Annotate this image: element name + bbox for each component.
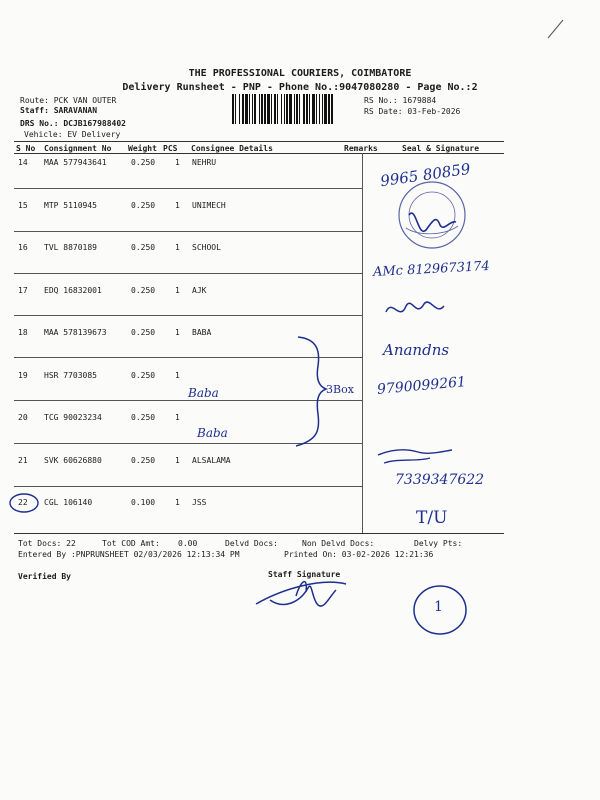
row-weight: 0.250 xyxy=(131,158,156,167)
row-divider xyxy=(14,188,362,189)
barcode-bar xyxy=(322,94,323,124)
barcode-bar xyxy=(271,94,272,124)
barcode-bar xyxy=(252,94,253,124)
row-consignee: NEHRU xyxy=(192,158,217,167)
company-title: THE PROFESSIONAL COURIERS, COIMBATORE xyxy=(188,68,412,79)
row-sno: 18 xyxy=(18,328,28,337)
row-sno: 22 xyxy=(18,498,28,507)
row-pcs: 1 xyxy=(175,286,180,295)
row-consignment: CGL 106140 xyxy=(44,498,93,507)
staff-label: Staff: SARAVANAN xyxy=(20,106,98,115)
barcode-bar xyxy=(245,94,248,124)
handwritten-page-mark: 1 xyxy=(434,599,443,615)
barcode-bar xyxy=(319,94,320,124)
row-sno: 14 xyxy=(18,158,28,167)
barcode-bar xyxy=(235,94,236,124)
row-consignment: MAA 578139673 xyxy=(44,328,107,337)
barcode-bar xyxy=(232,94,234,124)
row-divider xyxy=(14,443,362,444)
row-divider xyxy=(14,273,362,274)
handwritten-row22-note: T/U xyxy=(416,508,448,528)
row-consignee: AJK xyxy=(192,286,207,295)
barcode-bar xyxy=(316,94,317,124)
row-consignee: JSS xyxy=(192,498,207,507)
barcode-bar xyxy=(284,94,285,124)
row-divider xyxy=(14,400,362,401)
printed-on: Printed On: 03-02-2026 12:21:36 xyxy=(284,550,434,559)
row-consignment: TVL 8870189 xyxy=(44,243,97,252)
row-pcs: 1 xyxy=(175,243,180,252)
barcode-bar xyxy=(254,94,256,124)
barcode-bar xyxy=(242,94,244,124)
barcode-bar xyxy=(306,94,308,124)
seal-stamp xyxy=(399,182,465,248)
remarks-column-divider xyxy=(362,153,363,533)
barcode-bar xyxy=(331,94,333,124)
tot-cod-label: Tot COD Amt: xyxy=(102,539,160,548)
vehicle-label: Vehicle: EV Delivery xyxy=(24,130,121,139)
rs-number: RS No.: 1679884 xyxy=(364,96,437,105)
row-consignment: EDQ 16832001 xyxy=(44,286,102,295)
row-sno: 15 xyxy=(18,201,28,210)
barcode-bar xyxy=(259,94,260,124)
barcode-bar xyxy=(289,94,292,124)
barcode-bar xyxy=(309,94,310,124)
row-consignee: ALSALAMA xyxy=(192,456,231,465)
barcode-bar xyxy=(277,94,278,124)
barcode-bar xyxy=(294,94,295,124)
row-weight: 0.250 xyxy=(131,456,156,465)
barcode-bar xyxy=(264,94,266,124)
grouping-brace xyxy=(296,337,326,446)
barcode-bar xyxy=(328,94,330,124)
seal-signature-scribble xyxy=(409,213,456,231)
row-sno: 19 xyxy=(18,371,28,380)
handwritten-row16-note: AMc 8129673174 xyxy=(372,258,491,281)
row-sno: 16 xyxy=(18,243,28,252)
row-sno: 17 xyxy=(18,286,28,295)
row-weight: 0.250 xyxy=(131,371,156,380)
barcode-bar xyxy=(249,94,250,124)
row-consignment: HSR 7703085 xyxy=(44,371,97,380)
handwritten-row19-name: Baba xyxy=(188,386,219,400)
handwritten-row18-signature: Anandns xyxy=(383,341,450,359)
row-pcs: 1 xyxy=(175,371,180,380)
tot-cod-value: 0.00 xyxy=(178,539,198,548)
barcode-bar xyxy=(299,94,300,124)
row-consignment: MAA 577943641 xyxy=(44,158,107,167)
rs-date: RS Date: 03-Feb-2026 xyxy=(364,107,461,116)
col-pcs: PCS xyxy=(163,144,178,153)
route-label: Route: PCK VAN OUTER xyxy=(20,96,117,105)
row-pcs: 1 xyxy=(175,498,180,507)
barcode-bar xyxy=(296,94,298,124)
barcode-bar xyxy=(286,94,288,124)
col-weight: Weight xyxy=(128,144,157,153)
barcode-bar xyxy=(312,94,315,124)
verified-by: Verified By xyxy=(18,572,71,581)
col-consignment: Consignment No xyxy=(44,144,112,153)
handwritten-row19-phone: 9790099261 xyxy=(376,374,467,398)
row-weight: 0.100 xyxy=(131,498,156,507)
entered-by: Entered By :PNPRUNSHEET 02/03/2026 12:13:34 PM xyxy=(18,550,240,559)
table-bottom-rule xyxy=(14,533,504,534)
col-remarks: Remarks xyxy=(344,144,378,153)
row-divider xyxy=(14,357,362,358)
row17-signature-scribble xyxy=(386,302,444,312)
barcode-bar xyxy=(261,94,263,124)
staff-signature-label: Staff Signature xyxy=(268,570,341,579)
barcode-bar xyxy=(274,94,276,124)
drs-number: DRS No.: DCJB167988402 xyxy=(20,119,126,128)
handwritten-row21-phone: 7339347622 xyxy=(395,472,485,488)
row-divider xyxy=(14,486,362,487)
barcode-bar xyxy=(324,94,327,124)
row-weight: 0.250 xyxy=(131,413,156,422)
header-rule-bottom xyxy=(14,153,504,154)
row-pcs: 1 xyxy=(175,413,180,422)
row-divider xyxy=(14,315,362,316)
row21-signature-scribble xyxy=(378,450,452,463)
row-consignment: TCG 90023234 xyxy=(44,413,102,422)
col-sno: S No xyxy=(16,144,36,153)
non-delvd-docs: Non Delvd Docs: xyxy=(302,539,375,548)
tot-docs: Tot Docs: 22 xyxy=(18,539,76,548)
row-pcs: 1 xyxy=(175,456,180,465)
header-rule-top xyxy=(14,141,504,142)
delvd-docs: Delvd Docs: xyxy=(225,539,278,548)
barcode-bar xyxy=(303,94,305,124)
handwritten-row14-signature: 9965 80859 xyxy=(379,159,472,191)
corner-pen-mark xyxy=(548,20,563,38)
barcode-bar xyxy=(239,94,240,124)
barcode-bar xyxy=(281,94,282,124)
row-consignment: SVK 60626880 xyxy=(44,456,102,465)
staff-signature-scribble xyxy=(256,582,346,606)
row-pcs: 1 xyxy=(175,328,180,337)
col-consignee: Consignee Details xyxy=(191,144,273,153)
delvy-pts: Delvy Pts: xyxy=(414,539,463,548)
handwritten-row20-name: Baba xyxy=(197,426,228,440)
row-pcs: 1 xyxy=(175,201,180,210)
runsheet-title: Delivery Runsheet - PNP - Phone No.:9047080280 - Page No.:2 xyxy=(122,82,478,93)
row-weight: 0.250 xyxy=(131,201,156,210)
col-seal-signature: Seal & Signature xyxy=(402,144,480,153)
row-weight: 0.250 xyxy=(131,328,156,337)
row-consignee: BABA xyxy=(192,328,212,337)
handwritten-3box-note: 3Box xyxy=(326,383,354,396)
row-sno: 20 xyxy=(18,413,28,422)
row-weight: 0.250 xyxy=(131,286,156,295)
row-pcs: 1 xyxy=(175,158,180,167)
barcode-bar xyxy=(267,94,270,124)
row-divider xyxy=(14,231,362,232)
row-consignee: SCHOOL xyxy=(192,243,221,252)
row-consignment: MTP 5110945 xyxy=(44,201,97,210)
row-weight: 0.250 xyxy=(131,243,156,252)
row-sno: 21 xyxy=(18,456,28,465)
row-consignee: UNIMECH xyxy=(192,201,226,210)
